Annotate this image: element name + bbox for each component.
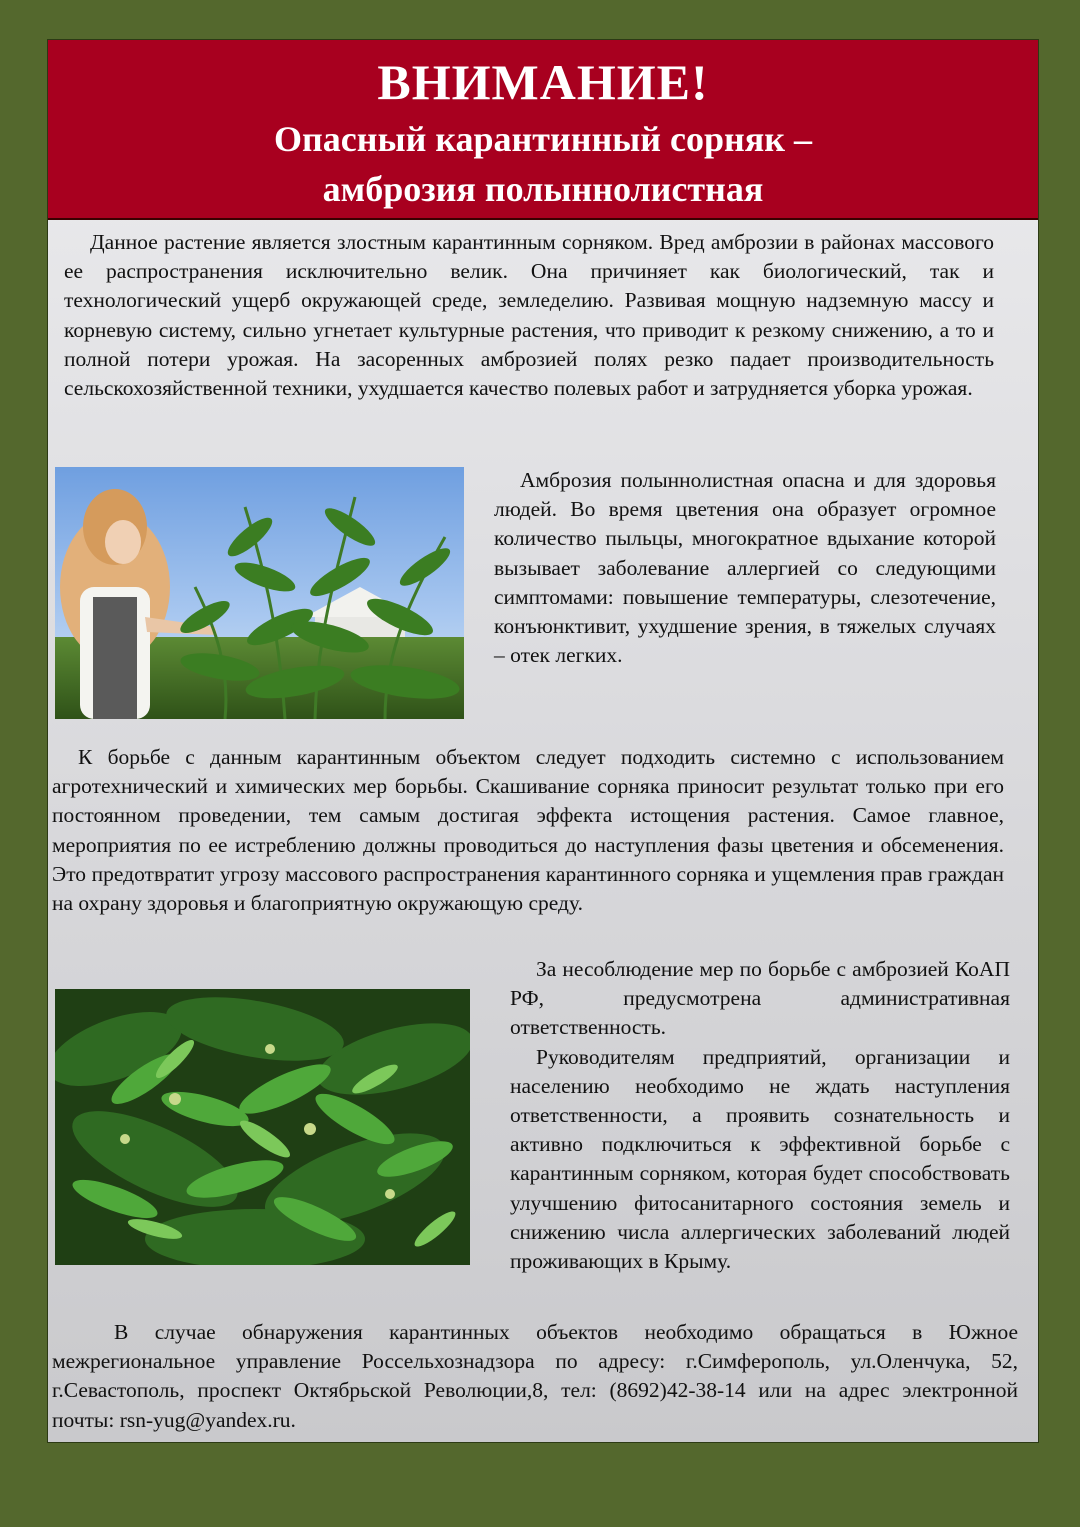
liability-paragraph: За несоблюдение мер по борьбе с амброзией КоАП РФ, предусмотрена административная ответственность. <box>510 957 1010 1040</box>
ragweed-closeup-photo <box>55 989 470 1265</box>
poster-sheet <box>48 40 1038 1442</box>
control-paragraph: К борьбе с данным карантинным объектом следует подходить системно с использованием агротехнический и химических мер борьбы. Скашивание сорняка приносит результат только при его постоянном проведении, тем самым достигая эффекта истощения растения. Самое главное, мероприятия по ее истреблению должны проводиться до наступления фазы цветения и обсеменения. Это предотвратит угрозу массового распространения карантинного сорняка и ущемления прав граждан на охрану здоровья и благоприятную окружающую среду. <box>52 745 1004 916</box>
warning-banner <box>48 40 1038 220</box>
contacts-paragraph: В случае обнаружения карантинных объектов необходимо обращаться в Южное межрегиональное управление Россельхознадзора по адресу: г.Симферополь, ул.Оленчука, 52, г.Севастополь, проспект Октябрьской Революции,8, тел: (8692)42-38-14 или на адрес электронной почты: rsn-yug@yandex.ru. <box>52 1320 1018 1432</box>
warning-title: ВНИМАНИЕ! <box>377 54 709 110</box>
appeal-paragraph: Руководителям предприятий, организации и населению необходимо не ждать наступления ответственности, а проявить сознательность и активно подключиться к эффективной борьбе с карантинным сорняком, которая будет способствовать улучшению фитосанитарного состояния земель и снижению числа аллергических заболеваний людей проживающих в Крыму. <box>510 1044 1010 1274</box>
warning-subtitle-line1: Опасный карантинный сорняк – <box>274 119 812 159</box>
intro-paragraph: Данное растение является злостным карантинным сорняком. Вред амброзии в районах массового ее распространения исключительно велик. Она причиняет как биологический, так и технологический ущерб окружающей среде, земледелию. Развивая мощную надземную массу и корневую систему, сильно угнетает культурные растения, что приводит к резкому снижению, а то и полной потери урожая. На засоренных амброзией полях резко падает производительность сельскохозяйственной техники, ухудшается качество полевых работ и затрудняется уборка урожая. <box>64 230 994 401</box>
warning-subtitle-line2: амброзия полыннолистная <box>322 169 764 209</box>
woman-near-ragweed-photo <box>55 467 464 719</box>
responsibility-block <box>510 955 1010 1298</box>
health-paragraph: Амброзия полыннолистная опасна и для здоровья людей. Во время цветения она образует огромное количество пыльцы, многократное вдыхание которой вызывает заболевание аллергией со следующими симптомами: повышение температуры, слезотечение, конъюнктивит, ухудшение зрения, в тяжелых случаях – отек легких. <box>494 468 996 668</box>
